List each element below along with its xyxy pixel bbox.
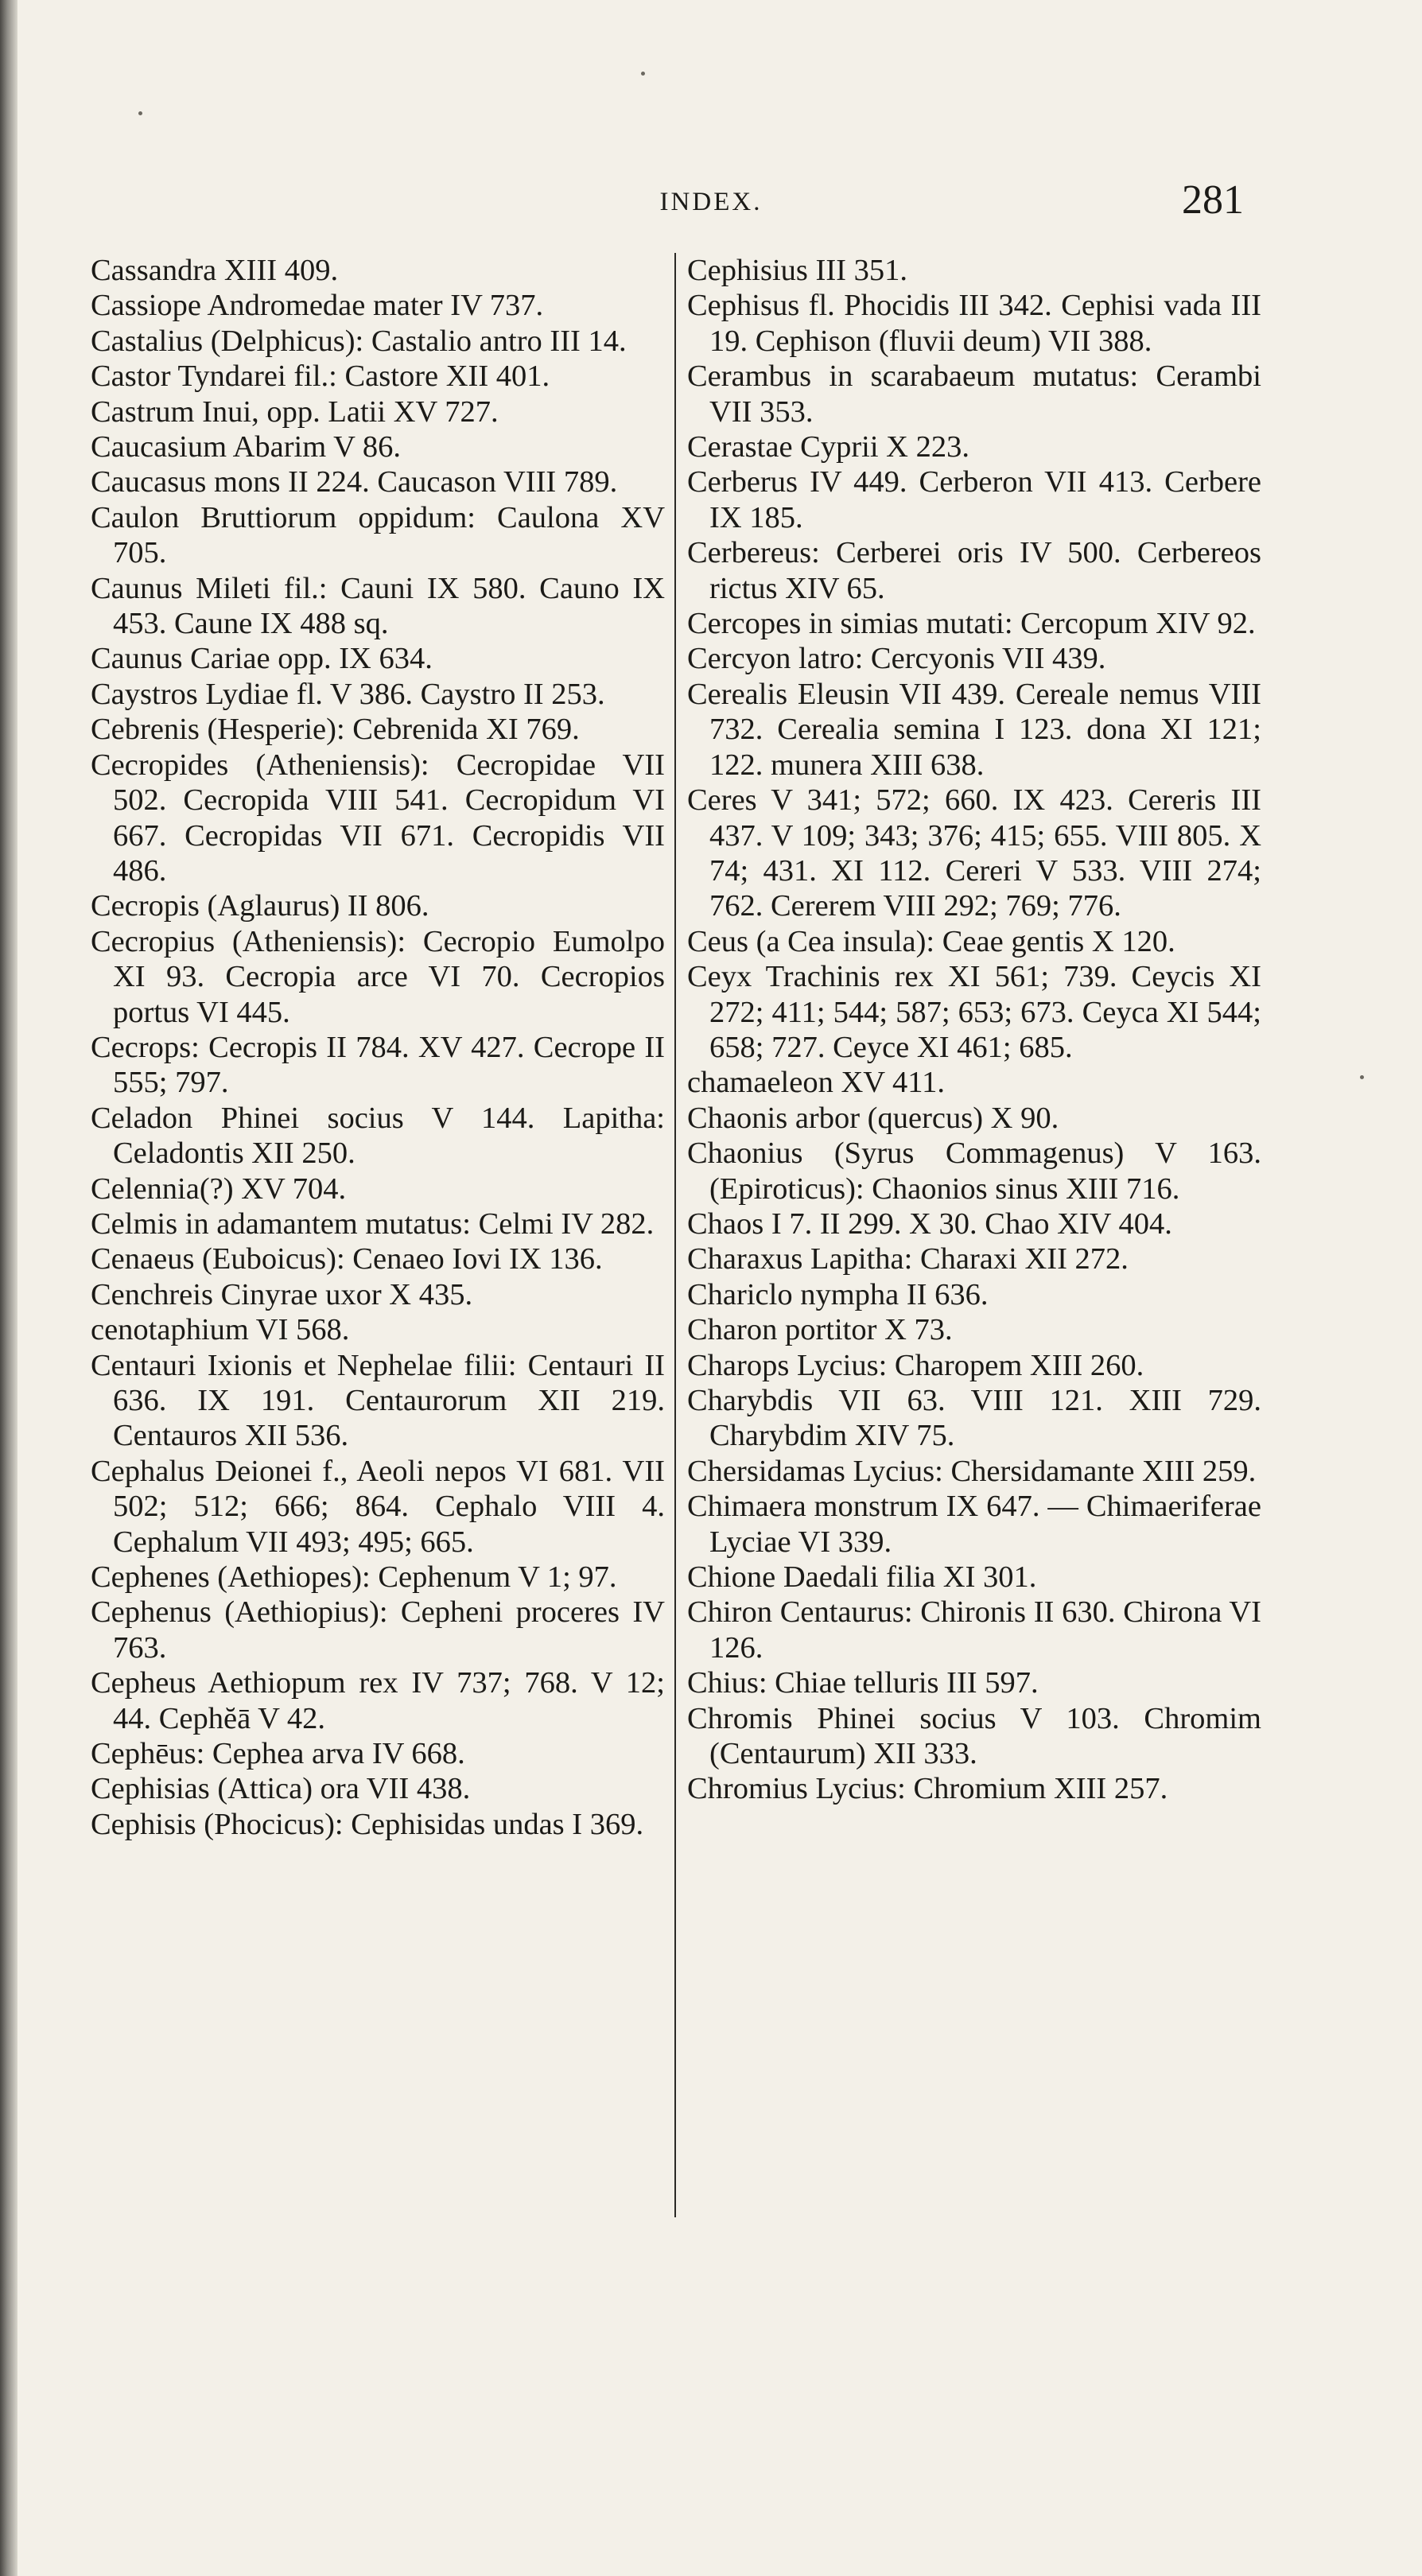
- index-entry: Cephenus (Aethiopius): Cepheni proceres IV 763.: [91, 1595, 665, 1665]
- speck: [1360, 1075, 1364, 1079]
- index-entry: Caulon Bruttiorum oppidum: Caulona XV 705.: [91, 500, 665, 570]
- index-entry: Cerastae Cyprii X 223.: [687, 430, 969, 464]
- index-entry: Cecropides (Atheniensis): Cecropidae VII 502. Cecropida VIII 541. Cecropidum VI 667. Cecropidas VII 671. Cecropidis VII 486.: [91, 748, 665, 888]
- index-entry: Castor Tyndarei fil.: Castore XII 401.: [91, 359, 550, 394]
- index-entry: Charon portitor X 73.: [687, 1313, 953, 1347]
- index-entry: Caunus Cariae opp. IX 634.: [91, 642, 433, 676]
- index-entry: Cercyon latro: Cercyonis VII 439.: [687, 642, 1106, 676]
- index-entry: Chimaera monstrum IX 647. — Chimaeriferae Lyciae VI 339.: [687, 1490, 1261, 1559]
- index-entry: Cebrenis (Hesperie): Cebrenida XI 769.: [91, 713, 580, 747]
- page-number: 281: [1182, 177, 1244, 223]
- column-divider: [674, 253, 676, 2217]
- index-entry: Cephēus: Cephea arva IV 668.: [91, 1737, 465, 1771]
- index-entry: Celadon Phinei socius V 144. Lapitha: Celadontis XII 250.: [91, 1101, 665, 1171]
- index-entry: Cenaeus (Euboicus): Cenaeo Iovi IX 136.: [91, 1242, 603, 1276]
- index-entry: Cerberus IV 449. Cerberon VII 413. Cerbere IX 185.: [687, 465, 1261, 534]
- index-entry: Chiron Centaurus: Chironis II 630. Chirona VI 126.: [687, 1595, 1261, 1665]
- index-entry: Cecropis (Aglaurus) II 806.: [91, 889, 429, 923]
- index-entry: Charaxus Lapitha: Charaxi XII 272.: [687, 1242, 1129, 1276]
- index-entry: Cecropius (Atheniensis): Cecropio Eumolpo XI 93. Cecropia arce VI 70. Cecropios portus VI 445.: [91, 924, 665, 1029]
- index-entry: Cercopes in simias mutati: Cercopum XIV 92.: [687, 607, 1256, 641]
- index-entry: Caucasus mons II 224. Caucason VIII 789.: [91, 465, 618, 499]
- index-entry: Celmis in adamantem mutatus: Celmi IV 282.: [91, 1206, 655, 1241]
- index-entry: Charops Lycius: Charopem XIII 260.: [687, 1348, 1144, 1382]
- index-entry: Cephisias (Attica) ora VII 438.: [91, 1772, 471, 1806]
- index-entry: Cecrops: Cecropis II 784. XV 427. Cecrope II 555; 797.: [91, 1030, 665, 1100]
- index-entry: Cerambus in scarabaeum mutatus: Cerambi VII 353.: [687, 359, 1261, 429]
- index-entry: cenotaphium VI 568.: [91, 1313, 350, 1347]
- index-entry: Caunus Mileti fil.: Cauni IX 580. Cauno IX 453. Caune IX 488 sq.: [91, 571, 665, 641]
- index-entry: Cerealis Eleusin VII 439. Cereale nemus VIII 732. Cerealia semina I 123. dona XI 121; 122. munera XIII 638.: [687, 677, 1261, 782]
- book-spine-shadow: [0, 0, 17, 2576]
- index-entry: Castalius (Delphicus): Castalio antro III 14.: [91, 324, 627, 358]
- index-entry: Chius: Chiae telluris III 597.: [687, 1666, 1039, 1700]
- index-entry: Caystros Lydiae fl. V 386. Caystro II 253.: [91, 677, 605, 711]
- index-entry: Caucasium Abarim V 86.: [91, 430, 401, 464]
- index-entry: Chaonis arbor (quercus) X 90.: [687, 1101, 1059, 1135]
- index-entry: Chariclo nympha II 636.: [687, 1277, 989, 1311]
- index-entry: Cerbereus: Cerberei oris IV 500. Cerbereos rictus XIV 65.: [687, 536, 1261, 605]
- running-head: INDEX.: [659, 188, 763, 216]
- index-entry: Chromis Phinei socius V 103. Chromim (Centaurum) XII 333.: [687, 1701, 1261, 1771]
- index-entry: chamaeleon XV 411.: [687, 1066, 945, 1100]
- index-entry: Cenchreis Cinyrae uxor X 435.: [91, 1277, 473, 1311]
- index-entry: Centauri Ixionis et Nephelae filii: Centauri II 636. IX 191. Centaurorum XII 219. Centauros XII 536.: [91, 1348, 665, 1453]
- speck: [138, 111, 142, 115]
- index-entry: Chaos I 7. II 299. X 30. Chao XIV 404.: [687, 1206, 1172, 1241]
- index-entry: Cephisius III 351.: [687, 254, 907, 287]
- speck: [641, 72, 645, 76]
- index-entry: Castrum Inui, opp. Latii XV 727.: [91, 394, 499, 429]
- index-entry: Chione Daedali filia XI 301.: [687, 1560, 1037, 1595]
- index-entry: Cepheus Aethiopum rex IV 737; 768. V 12; 44. Cephĕā V 42.: [91, 1666, 665, 1735]
- index-entry: Celennia(?) XV 704.: [91, 1171, 347, 1206]
- index-entry: Cephisis (Phocicus): Cephisidas undas I 369.: [91, 1807, 644, 1841]
- index-entry: Chromius Lycius: Chromium XIII 257.: [687, 1772, 1168, 1806]
- index-column-right: [687, 253, 1261, 1807]
- index-entry: Ceres V 341; 572; 660. IX 423. Cereris III 437. V 109; 343; 376; 415; 655. VIII 805. X 74; 431. XI 112. Cereri V 533. VIII 274; 762. Cererem VIII 292; 769; 776.: [687, 783, 1261, 923]
- index-entry: Cephalus Deionei f., Aeoli nepos VI 681. VII 502; 512; 666; 864. Cephalo VIII 4. Cephalum VII 493; 495; 665.: [91, 1454, 665, 1559]
- index-entry: Ceus (a Cea insula): Ceae gentis X 120.: [687, 924, 1175, 958]
- index-entry: Cephisus fl. Phocidis III 342. Cephisi vada III 19. Cephison (fluvii deum) VII 388.: [687, 289, 1261, 358]
- index-column-left: [91, 253, 665, 1842]
- index-entry: Chaonius (Syrus Commagenus) V 163. (Epiroticus): Chaonios sinus XIII 716.: [687, 1136, 1261, 1206]
- index-entry: Charybdis VII 63. VIII 121. XIII 729. Charybdim XIV 75.: [687, 1384, 1261, 1453]
- index-entry: Chersidamas Lycius: Chersidamante XIII 259.: [687, 1454, 1257, 1488]
- index-entry: Ceyx Trachinis rex XI 561; 739. Ceycis XI 272; 411; 544; 587; 653; 673. Ceyca XI 544; 658; 727. Ceyce XI 461; 685.: [687, 960, 1261, 1064]
- index-entry: Cassiope Andromedae mater IV 737.: [91, 289, 544, 323]
- index-entry: Cassandra XIII 409.: [91, 254, 339, 287]
- index-entry: Cephenes (Aethiopes): Cephenum V 1; 97.: [91, 1560, 617, 1595]
